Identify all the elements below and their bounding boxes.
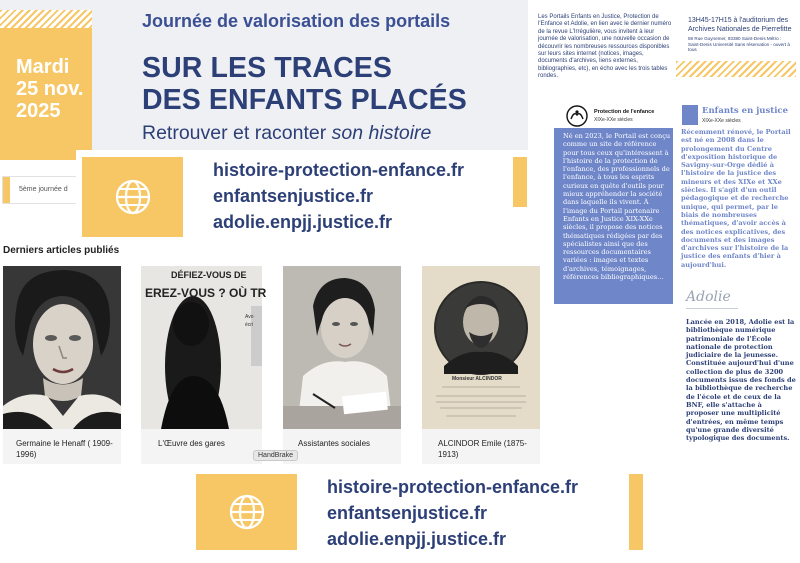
side-field[interactable]	[2, 176, 82, 204]
event-address: 59 Rue Guynemer, 93380 Saint-Denis Métro : Saint-Denis Université Sans réservation - ouvert à tous	[688, 36, 790, 53]
globe-box	[82, 157, 183, 237]
protection-logo-title: Protection de l'enfance	[594, 109, 655, 115]
svg-text:Avo: Avo	[245, 314, 254, 320]
adolie-logo-bar	[686, 308, 738, 309]
url-card-accent	[513, 157, 527, 207]
url-adolie-lower[interactable]: adolie.enpjj.justice.fr	[327, 529, 507, 549]
event-intro: Les Portails Enfants en Justice, Protection de l'Enfance et Adolie, en lien avec le dernier numéro de la revue L'Irrégulière, vous invitent à leur journée de valorisation, une nouvelle occasion de découvrir les nombreuses ressources disponibles sur leurs sites internet (notices, images, documents d'archives, liens externes, bibliographies, etc), en écho avec les trois tables rondes.	[538, 14, 672, 80]
portal-protection-text: Né en 2023, le Portail est conçu comme un site de référence pour tous ceux qu'intéressent à l'histoire de la protection de l'enfance, des professionnels de l'enfance, à tous les esprits curieux en quête d'outils pour mieux appréhender la société dans laquelle ils vivent. À l'image du Portail partenaire Enfants en Justice XIX-XXe siècles, il propose des notices thématiques rédigées par des spécialistes ainsi que des ressources documentaires variées : images et textes d'archives, témoignages, références bibliographiques...	[563, 132, 671, 282]
tagline-italic: son histoire	[331, 122, 432, 144]
poster-text-2: EREZ-VOUS ? OÙ TR	[145, 286, 267, 300]
banner-tagline	[142, 122, 431, 145]
date-day: Mardi	[16, 56, 70, 78]
protection-logo-sub: XIXe-XXe siècles	[594, 117, 633, 123]
portal-enfants-text: Récemment rénové, le Portail est né en 2008 dans le prolongement du Centre d'exposition historique de Savigny-sur-Orge dédié à l'histoire de la justice des mineurs et des XIXe et XXe siècles. Il s'agit d'un outil pédagogique et de recherche unique, qui permet, par le biais de nombreuses thématiques, d'avoir accès à des notices explicatives, des documents et des images d'archives sur l'histoire de la justice des enfants d'hier à aujourd'hui.	[681, 128, 791, 269]
article-card[interactable]	[141, 266, 267, 464]
url-protection-enfance[interactable]: histoire-protection-enfance.fr	[213, 160, 465, 180]
article-photo-woman-portrait	[3, 266, 121, 429]
article-photo-social-worker	[283, 266, 401, 429]
globe-box-lower	[196, 474, 297, 550]
tagline-prefix: Retrouver et raconter	[142, 122, 332, 144]
banner-headline	[142, 52, 467, 116]
svg-text:écri: écri	[245, 322, 254, 328]
enfants-logo-sub: XIXe-XXe siècles	[702, 118, 741, 124]
adolie-logo: Adolie	[686, 289, 731, 305]
headline-line-2: DES ENFANTS PLACÉS	[142, 84, 467, 116]
date-month: 25 nov.	[16, 78, 84, 100]
article-photo-alcindor-portrait	[422, 266, 540, 429]
event-schedule: 13H45-17H15 à l'auditorium des Archives Nationales de Pierrefitte	[688, 17, 792, 33]
side-field-marker	[3, 177, 10, 203]
poster-text-1: DÉFIEZ-VOUS DE	[171, 270, 247, 280]
portal-adolie-panel	[678, 286, 798, 462]
portal-protection-panel	[554, 128, 673, 304]
globe-icon	[227, 492, 267, 532]
article-title: Germaine le Henaff ( 1909-1996)	[16, 439, 113, 459]
side-field-value: 5ème journée d	[19, 186, 68, 193]
headline-line-1: SUR LES TRACES	[142, 52, 393, 84]
url-adolie[interactable]: adolie.enpjj.justice.fr	[213, 212, 393, 232]
enfants-logo-icon	[682, 105, 698, 125]
article-card[interactable]	[283, 266, 401, 464]
portal-adolie-text: Lancée en 2018, Adolie est la bibliothèque numérique patrimoniale de l'École nationale de protection judiciaire de la jeunesse. Constituée aujourd'hui d'une collection de plus de 3200 documents issus des fonds de la bibliothèque de recherche de l'école et de ceux de la BNF, elle s'attache à proposer une multiplicité d'entrées, en même temps qu'une grande diversité typologique des documents.	[686, 318, 796, 443]
event-date	[16, 56, 83, 122]
article-card[interactable]	[3, 266, 121, 464]
portal-protection-logo	[560, 104, 670, 130]
schedule-stripes	[676, 61, 796, 77]
banner-subtitle: Journée de valorisation des portails	[142, 11, 451, 31]
globe-icon	[113, 177, 153, 217]
article-title: ALCINDOR Emile (1875-1913)	[438, 439, 527, 459]
portal-enfants-logo	[678, 104, 796, 130]
schedule-block	[676, 8, 798, 80]
app-tooltip: HandBrake	[253, 450, 298, 461]
enfants-logo-title: Enfants en justice	[702, 106, 789, 116]
article-title: Assistantes sociales	[298, 439, 371, 448]
url-card-accent-lower	[629, 474, 643, 550]
banner-stripes	[0, 10, 92, 28]
url-enfants-en-justice[interactable]: enfantsenjustice.fr	[213, 186, 374, 206]
section-title: Derniers articles publiés	[3, 245, 120, 256]
article-title: L'Œuvre des gares	[158, 439, 225, 448]
date-year: 2025	[16, 100, 61, 122]
url-enfants-en-justice-lower[interactable]: enfantsenjustice.fr	[327, 503, 488, 523]
url-protection-enfance-lower[interactable]: histoire-protection-enfance.fr	[327, 477, 579, 497]
portrait-caption-name: Monsieur ALCINDOR	[452, 376, 502, 382]
article-card[interactable]	[422, 266, 540, 464]
protection-enfance-logo-icon	[566, 105, 588, 127]
